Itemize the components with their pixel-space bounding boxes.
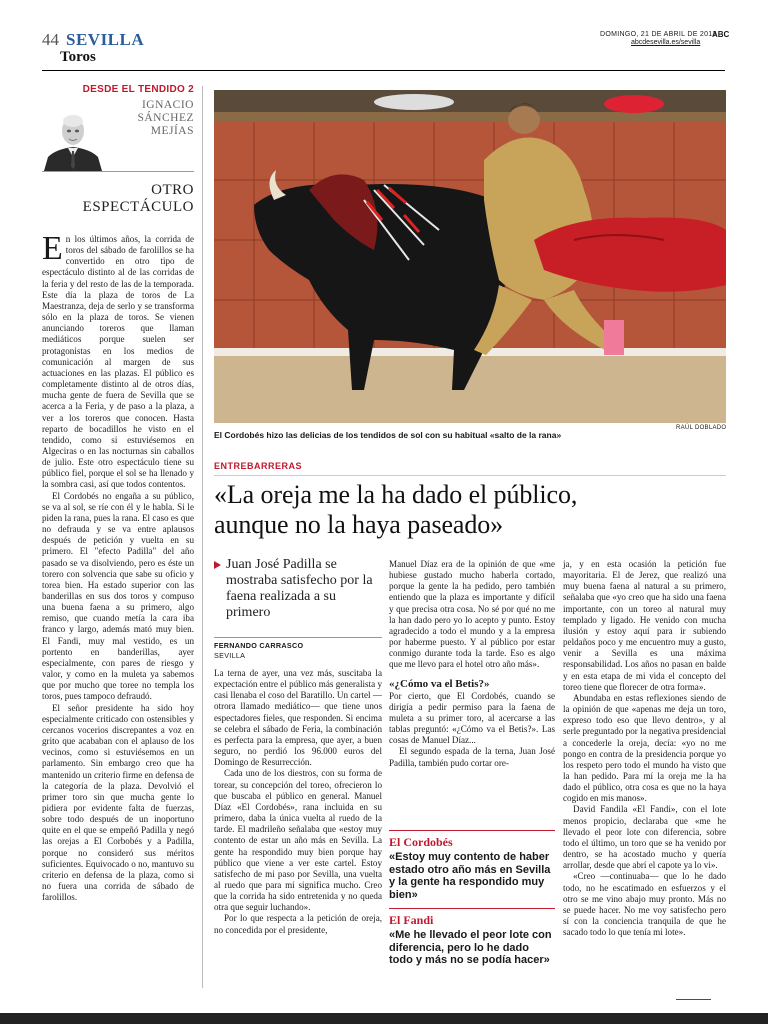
article-paragraph: Manuel Díaz era de la opinión de que «me hubiese gustado mucho haberla cortado, porque la gente la ha pedido, pero también entiendo que la plaza es importante y difícil y que precisa otra cosa. No sé por qué no me la han dado pero yo lo acepto y punto. Estoy agradecido a todo el mundo y a la empresa por haberme puesto. Y al público por estar conmigo durante toda la tarde. Eso es algo que me llevo para el hotel otro año más». — [389, 559, 555, 670]
article-kicker: ENTREBARRERAS — [214, 461, 303, 471]
author-portrait-icon — [42, 111, 104, 171]
article-paragraph: Cada uno de los diestros, con su forma de torear, su concepción del toreo, ofrecieron lo que buscaba el público en general. Manuel Díaz «El Cordobés», rana incluida en su primero, daba la única vuelta al ruedo de la tarde. El madrileño señalaba que «estoy muy contento de estar un año más en Sevilla. La gente ha respondido muy bien porque hay público que viene a ver este cartel. Estoy satisfecho de mi paso por Sevilla, una vuelta al ruedo que para mí significa mucho. Creo que la corrida ha sido entretenida y no queda otra que seguir luchando». — [214, 768, 382, 913]
article-paragraph: El segundo espada de la terna, Juan José Padilla, también pudo cortar ore- — [389, 746, 555, 768]
article-subhead: «¿Cómo va el Betis?» — [389, 677, 490, 690]
article-column-1 — [214, 668, 382, 936]
page-header — [0, 0, 768, 65]
triangle-bullet-icon — [214, 561, 221, 569]
footer-bar — [0, 1013, 768, 1024]
brand-logo: ABC — [712, 30, 730, 39]
bullfight-photo — [214, 90, 726, 423]
column-divider — [202, 86, 203, 988]
article-paragraph: Abundaba en estas reflexiones siendo de la opinión de que «apenas me deja un toro, expreso todo eso que llevo dentro», y al serle preguntado por la negativa presidencial a concederle la oreja, decía: «yo no me pongo en contra de la presidencia porque yo los respeto pero todo el mundo ha visto que la han pedido. Para mí la oreja me la ha dado el público, otra cosa es que no la haya cogido en mis manos». — [563, 692, 726, 804]
article-paragraph: Por cierto, que El Cordobés, cuando se dirigía a pedir permiso para la faena de muleta a su primer toro, al acercarse a las tablas preguntó: «¿Cómo va el Betis?». Las cosas de Manuel Díaz... — [389, 690, 555, 746]
pull-quote — [389, 908, 555, 967]
end-mark — [676, 999, 711, 1000]
article-paragraph: «Creo —continuaba— que lo he dado todo, no he escatimado en esfuerzos y el otro se me vino abajo muy pronto. Más no se puede hacer. No me voy satisfecho pero sí con la conciencia tranquila de que he sacado todo lo que tenía mi lote». — [563, 871, 726, 938]
opinion-column — [42, 84, 194, 903]
subsection-title: Toros — [60, 49, 96, 65]
website-link[interactable]: abcdesevilla.es/sevilla — [631, 39, 701, 46]
photo-credit: RAÚL DOBLADO — [676, 425, 727, 431]
article-paragraph: ja, y en esta ocasión la petición fue mayoritaria. El de Jerez, que realizó una muy buena faena al natural a su primero, señalaba que «yo creo que ha sido una faena importante, con un toreo al natural muy templado y ligado. He venido con mucha ilusión y estoy aquí para ir subiendo peldaños poco y me encuentro muy a gusto, venir a Sevilla es una máxima responsabilidad. Los años no pasan en balde y en esta etapa de mi vida el concepto del toreo tiene que florecer de otra forma». — [563, 559, 726, 692]
column-rule — [42, 171, 194, 172]
article-deck: Juan José Padilla se mostraba satisfecho por la faena realizada a su primero — [214, 557, 382, 621]
quote-text: «Estoy muy contento de haber estado otro año más en Sevilla y la gente ha respondido muy bien» — [389, 851, 551, 901]
column-kicker: DESDE EL TENDIDO 2 — [82, 84, 194, 95]
quote-text: «Me he llevado el peor lote con diferencia, pero lo he dado todo y más no se podía hacer» — [389, 929, 552, 966]
author-name: IGNACIO SÁNCHEZ MEJÍAS — [137, 99, 194, 137]
column-title: OTRO ESPECTÁCULO — [82, 182, 194, 215]
issue-date: DOMINGO, 21 DE ABRIL DE 2013 — [600, 31, 717, 38]
kicker-rule — [214, 475, 726, 476]
article-paragraph: La terna de ayer, una vez más, suscitaba la expectación entre el público más generalista y casi llenaba el coso del Baratillo. Un cartel —otrora llamado mediático— que tiene unos espectadores fieles, que responden. Si encima se celebra el sábado de Feria, la combinación es perfecta para la empresa, que ayer, a buen seguro, no perdió los 96.000 euros del Domingo de Resurrección. — [214, 668, 382, 768]
article-column-3 — [563, 559, 726, 938]
article-byline: FERNANDO CARRASCO SEVILLA — [214, 641, 304, 660]
article-paragraph: David Fandila «El Fandi», con el lote menos propicio, declaraba que «me he llevado el peor lote con diferencia, sobre todo el último, un toro que se ha venido por dentro, se ha acostado mucho y quería arrollar, desde que abrí el capote ya lo vi». — [563, 804, 726, 871]
page-number: 44 — [42, 30, 59, 49]
byline-rule — [214, 637, 382, 638]
column-body — [42, 230, 195, 903]
dropcap: E — [42, 230, 63, 267]
quote-speaker: El Fandi — [389, 913, 434, 927]
section-title: SEVILLA — [66, 30, 145, 49]
bullfight-photo-icon — [214, 90, 726, 423]
column-paragraph: En los últimos años, la corrida de toros del sábado de farolillos se ha convertido en otro tipo de espectáculo distinto al de las corridas de la feria y del resto de las de la temporada. Este día la plaza de toros de La Maestranza, deja de serlo y se transforma sólo en la plaza de toros. Se vienen anunciando toreros que llaman mediáticos porque suelen ser protagonistas en los medios de comunicación al margen de sus actuaciones en las plazas. El público es completamente distinto al de otros días, mucha gente de fuera de Sevilla que se acerca a la Feria, y de paso a la plaza, a ver a los toreros que conocen. Hasta reparto de bocadillos he visto en el tendido, como si estuviésemos en Algeciras o en las nocturnas sin caballos de julio. Este otro espectáculo tiene su público fiel, porque el sol se ha llenado y la sombra casi, así que todos contentos. — [42, 230, 194, 490]
quote-rule — [389, 830, 555, 831]
article-paragraph: Por lo que respecta a la petición de oreja, no concedida por el presidente, — [214, 913, 382, 935]
author-box — [42, 99, 194, 167]
article-column-2 — [389, 559, 555, 769]
article-headline: «La oreja me la ha dado el público, aunque no la haya paseado» — [214, 480, 578, 539]
photo-caption: El Cordobés hizo las delicias de los tendidos de sol con su habitual «salto de la rana» — [214, 430, 562, 440]
pull-quote — [389, 830, 555, 901]
column-paragraph: El Cordobés no engaña a su público, se va al sol, se ríe con él y le habla. Si le piden la rana, pues la rana. El caso es que no defrauda y se va entre aplausos después de petición y vuelta en su primero. El "efecto Padilla" del año pasado se va disolviendo, pero es éste un torero con solvencia que sabe su oficio y torea bien. Ha estado superior con las banderillas en sus dos toros y compuso una buena faena a su primero, algo remiso, que cuando metía la cara iba franco y largo, además mató muy bien. El Fandi, muy mal vestido, es un portento en banderillas, ayer especialmente, con pares de riesgo y valor, y como en la muleta ya sabemos que por mucho que toree no templa los toros, pues tampoco defraudó. — [42, 490, 194, 702]
quote-rule — [389, 908, 555, 909]
column-paragraph: El señor presidente ha sido hoy especialmente criticado con ostensibles y cercanos vocerios discrepantes a voz en grito que acababan con el aplauso de los vecinos, como si estuviésemos en un parlamento. Sin embargo creo que ha mantenido un criterio firme en defensa de la categoría de la plaza. Devolvió el primer toro sin que mucha gente lo pidiera por evidente falta de fuerzas, sobre todo después de un inoportuno quite en el que se empeñó Padilla y negó las orejas a El Corbobés y a Padilla, porque no consideró sus méritos suficientes. Equivocado o no, mantuvo su criterio en defensa de la plaza, como si no fuera una corrida de sábado de farolillos. — [42, 702, 195, 903]
header-rule — [42, 70, 725, 71]
quote-speaker: El Cordobés — [389, 835, 453, 849]
